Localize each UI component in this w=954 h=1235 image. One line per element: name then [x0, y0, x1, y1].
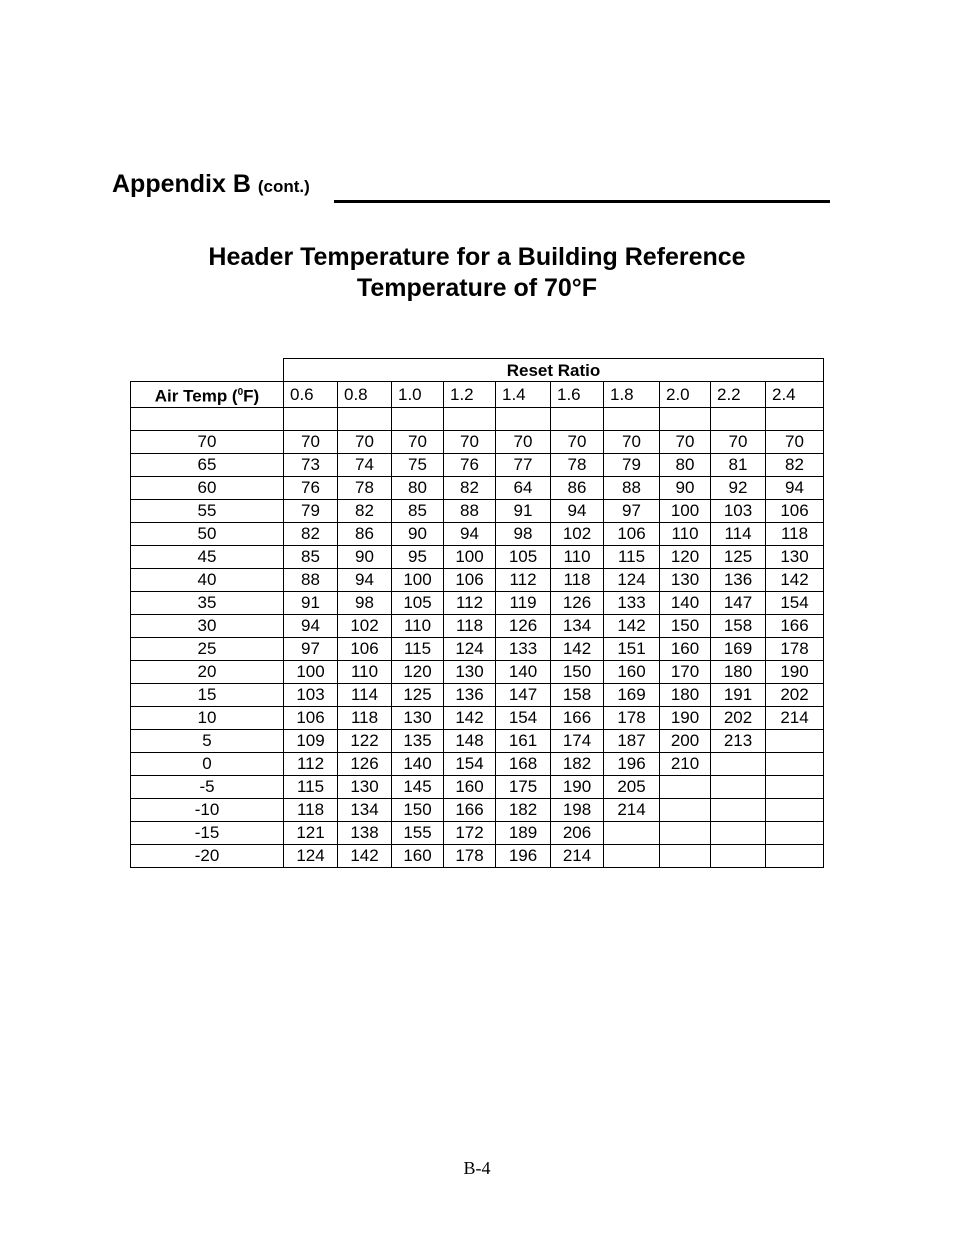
header-temp-cell: 110: [392, 614, 444, 637]
header-temp-cell: [711, 775, 766, 798]
header-temp-cell: 145: [392, 775, 444, 798]
header-temp-cell: 142: [338, 844, 392, 867]
header-temp-cell: 78: [338, 476, 392, 499]
header-temp-cell: 79: [284, 499, 338, 522]
table-row: [131, 683, 824, 706]
table-row: [131, 752, 824, 775]
header-temp-cell: 70: [284, 430, 338, 453]
header-temp-cell: 70: [766, 430, 824, 453]
header-temp-cell: 97: [284, 637, 338, 660]
group-header-row: [131, 359, 824, 382]
air-temp-cell: 50: [131, 522, 284, 545]
header-temp-cell: [660, 844, 711, 867]
air-temp-cell: 45: [131, 545, 284, 568]
header-temp-cell: 161: [496, 729, 551, 752]
spacer-cell: [444, 407, 496, 430]
header-temp-cell: 205: [604, 775, 660, 798]
header-temp-cell: [604, 844, 660, 867]
header-temp-cell: 124: [604, 568, 660, 591]
ratio-column-header: 0.6: [284, 382, 338, 408]
header-temp-cell: 118: [338, 706, 392, 729]
header-temp-cell: [660, 821, 711, 844]
header-temp-cell: 213: [711, 729, 766, 752]
header-temp-cell: [766, 798, 824, 821]
header-temp-cell: 166: [766, 614, 824, 637]
header-temp-cell: 112: [496, 568, 551, 591]
header-temp-cell: 125: [392, 683, 444, 706]
spacer-cell: [766, 407, 824, 430]
header-temp-cell: 140: [660, 591, 711, 614]
header-temp-cell: 106: [604, 522, 660, 545]
header-temp-cell: 150: [551, 660, 604, 683]
header-temp-cell: 91: [284, 591, 338, 614]
header-temp-cell: 105: [392, 591, 444, 614]
header-temp-cell: 126: [551, 591, 604, 614]
header-temp-cell: [660, 798, 711, 821]
air-temp-cell: 0: [131, 752, 284, 775]
air-temp-cell: 15: [131, 683, 284, 706]
header-temp-cell: 154: [496, 706, 551, 729]
header-temp-cell: [766, 821, 824, 844]
spacer-cell: [711, 407, 766, 430]
header-temp-cell: 121: [284, 821, 338, 844]
header-temp-cell: 70: [392, 430, 444, 453]
header-temp-cell: 103: [711, 499, 766, 522]
header-temp-cell: 94: [338, 568, 392, 591]
air-temp-header-degree: 0: [237, 387, 244, 398]
header-temp-cell: 214: [551, 844, 604, 867]
header-temp-cell: 160: [604, 660, 660, 683]
header-temp-cell: 130: [338, 775, 392, 798]
header-temp-cell: 130: [444, 660, 496, 683]
header-temp-cell: 140: [496, 660, 551, 683]
table-row: [131, 430, 824, 453]
header-temp-cell: 142: [444, 706, 496, 729]
header-temp-cell: 118: [284, 798, 338, 821]
header-temp-cell: 94: [284, 614, 338, 637]
page-title: [0, 242, 954, 304]
header-temp-cell: 64: [496, 476, 551, 499]
header-temp-cell: 115: [604, 545, 660, 568]
header-temp-cell: 124: [444, 637, 496, 660]
header-temp-cell: 70: [338, 430, 392, 453]
header-temp-cell: 168: [496, 752, 551, 775]
air-temp-cell: 55: [131, 499, 284, 522]
header-temp-cell: 85: [392, 499, 444, 522]
header-temp-cell: [766, 775, 824, 798]
header-temp-cell: 102: [338, 614, 392, 637]
air-temp-cell: -5: [131, 775, 284, 798]
header-temp-cell: 122: [338, 729, 392, 752]
header-temp-cell: 150: [660, 614, 711, 637]
table-row: [131, 545, 824, 568]
ratio-column-header: 1.0: [392, 382, 444, 408]
header-temp-cell: 202: [766, 683, 824, 706]
header-temp-cell: 158: [551, 683, 604, 706]
header-temp-cell: [711, 821, 766, 844]
header-temp-cell: 134: [551, 614, 604, 637]
header-temp-cell: 124: [284, 844, 338, 867]
header-temp-cell: 110: [338, 660, 392, 683]
header-temp-cell: [766, 844, 824, 867]
air-temp-cell: 70: [131, 430, 284, 453]
header-temp-cell: 100: [444, 545, 496, 568]
header-temp-cell: 106: [284, 706, 338, 729]
header-temp-cell: 133: [496, 637, 551, 660]
header-temp-cell: 206: [551, 821, 604, 844]
air-temp-header: [131, 382, 284, 408]
header-temp-cell: 125: [711, 545, 766, 568]
header-temp-cell: 140: [392, 752, 444, 775]
header-temp-cell: 76: [284, 476, 338, 499]
header-temp-cell: 169: [711, 637, 766, 660]
table-row: [131, 591, 824, 614]
table-row: [131, 453, 824, 476]
header-temp-cell: 214: [604, 798, 660, 821]
header-temp-cell: 198: [551, 798, 604, 821]
header-temp-cell: 142: [551, 637, 604, 660]
air-temp-cell: 60: [131, 476, 284, 499]
spacer-cell: [660, 407, 711, 430]
spacer-row: [131, 407, 824, 430]
header-temp-cell: 169: [604, 683, 660, 706]
header-temp-cell: 148: [444, 729, 496, 752]
ratio-column-header: 2.2: [711, 382, 766, 408]
header-temp-cell: [766, 729, 824, 752]
header-temp-cell: 70: [551, 430, 604, 453]
header-temp-cell: 182: [551, 752, 604, 775]
header-temp-cell: 142: [604, 614, 660, 637]
header-temp-cell: 106: [766, 499, 824, 522]
header-temp-cell: 189: [496, 821, 551, 844]
header-temp-cell: 115: [284, 775, 338, 798]
header-temp-cell: 135: [392, 729, 444, 752]
header-temp-cell: 106: [338, 637, 392, 660]
header-temp-cell: 90: [660, 476, 711, 499]
table-body: [131, 359, 824, 868]
header-temp-cell: 77: [496, 453, 551, 476]
header-temp-cell: 120: [660, 545, 711, 568]
header-temp-cell: 138: [338, 821, 392, 844]
header-temp-cell: 78: [551, 453, 604, 476]
header-temp-cell: 100: [660, 499, 711, 522]
air-temp-header-label: Air Temp (: [154, 386, 238, 406]
header-temp-cell: 90: [392, 522, 444, 545]
header-temperature-table: [130, 358, 824, 868]
ratio-column-header: 1.8: [604, 382, 660, 408]
ratio-column-header: 1.4: [496, 382, 551, 408]
air-temp-cell: 10: [131, 706, 284, 729]
page-title-line-2: Temperature of 70°F: [356, 274, 598, 302]
header-temp-cell: 82: [766, 453, 824, 476]
air-temp-cell: 20: [131, 660, 284, 683]
air-temp-cell: 5: [131, 729, 284, 752]
header-temp-cell: 102: [551, 522, 604, 545]
header-temp-cell: 75: [392, 453, 444, 476]
table-row: [131, 660, 824, 683]
header-temp-cell: 190: [766, 660, 824, 683]
header-temp-cell: 103: [284, 683, 338, 706]
header-temp-cell: [711, 752, 766, 775]
header-temp-cell: 100: [284, 660, 338, 683]
appendix-cont-label: (cont.): [257, 177, 310, 196]
ratio-column-header: 0.8: [338, 382, 392, 408]
header-temp-cell: 70: [444, 430, 496, 453]
header-temp-cell: 114: [711, 522, 766, 545]
header-temp-cell: 133: [604, 591, 660, 614]
header-temp-cell: 178: [766, 637, 824, 660]
header-temp-cell: 92: [711, 476, 766, 499]
header-temp-cell: 154: [766, 591, 824, 614]
header-temp-cell: 80: [392, 476, 444, 499]
air-temp-cell: -10: [131, 798, 284, 821]
header-temp-cell: 130: [766, 545, 824, 568]
header-temp-cell: 136: [444, 683, 496, 706]
header-temp-cell: 82: [444, 476, 496, 499]
header-temp-cell: 147: [496, 683, 551, 706]
spacer-cell: [284, 407, 338, 430]
header-temp-cell: 202: [711, 706, 766, 729]
header-temp-cell: [711, 798, 766, 821]
header-temp-cell: 160: [444, 775, 496, 798]
header-temp-cell: 174: [551, 729, 604, 752]
header-temp-cell: 94: [766, 476, 824, 499]
header-temp-cell: 178: [444, 844, 496, 867]
spacer-cell: [496, 407, 551, 430]
air-temp-cell: 30: [131, 614, 284, 637]
header-temp-cell: 98: [496, 522, 551, 545]
header-temp-cell: 118: [551, 568, 604, 591]
page-number: B-4: [463, 1158, 491, 1178]
air-temp-cell: 40: [131, 568, 284, 591]
header-temp-cell: 110: [551, 545, 604, 568]
header-temp-cell: [711, 844, 766, 867]
group-header-spacer: [131, 359, 284, 382]
spacer-cell: [338, 407, 392, 430]
header-temp-cell: 182: [496, 798, 551, 821]
header-temp-cell: 85: [284, 545, 338, 568]
appendix-heading: [112, 170, 310, 199]
header-temp-cell: 79: [604, 453, 660, 476]
header-temp-cell: 166: [444, 798, 496, 821]
header-temp-cell: 170: [660, 660, 711, 683]
spacer-cell: [604, 407, 660, 430]
header-temp-cell: 178: [604, 706, 660, 729]
header-temp-cell: 70: [711, 430, 766, 453]
header-temp-cell: 190: [660, 706, 711, 729]
header-temp-cell: 126: [496, 614, 551, 637]
header-temp-cell: 88: [284, 568, 338, 591]
table-row: [131, 798, 824, 821]
header-temp-cell: 160: [660, 637, 711, 660]
header-temp-cell: 155: [392, 821, 444, 844]
air-temp-cell: 25: [131, 637, 284, 660]
header-temp-cell: 115: [392, 637, 444, 660]
header-temp-cell: 196: [496, 844, 551, 867]
header-temp-cell: 130: [392, 706, 444, 729]
header-temp-cell: 196: [604, 752, 660, 775]
table-row: [131, 706, 824, 729]
air-temp-cell: -20: [131, 844, 284, 867]
header-temp-cell: 136: [711, 568, 766, 591]
header-temp-cell: 70: [604, 430, 660, 453]
table-row: [131, 499, 824, 522]
header-temp-cell: 105: [496, 545, 551, 568]
ratio-column-header: 1.6: [551, 382, 604, 408]
header-temp-cell: 120: [392, 660, 444, 683]
spacer-cell: [131, 407, 284, 430]
header-temp-cell: 142: [766, 568, 824, 591]
header-temp-cell: 90: [338, 545, 392, 568]
table-row: [131, 729, 824, 752]
reset-ratio-header: Reset Ratio: [284, 359, 824, 382]
header-temp-cell: 70: [660, 430, 711, 453]
header-temp-cell: 150: [392, 798, 444, 821]
header-temp-cell: 126: [338, 752, 392, 775]
spacer-cell: [392, 407, 444, 430]
header-temp-cell: 114: [338, 683, 392, 706]
header-temp-cell: 97: [604, 499, 660, 522]
header-temp-cell: 119: [496, 591, 551, 614]
header-temp-cell: 112: [284, 752, 338, 775]
header-temp-cell: 94: [444, 522, 496, 545]
header-temp-cell: 82: [284, 522, 338, 545]
header-temp-cell: 110: [660, 522, 711, 545]
appendix-title: Appendix B: [112, 170, 251, 198]
spacer-cell: [551, 407, 604, 430]
header-temp-cell: 106: [444, 568, 496, 591]
header-temp-cell: 190: [551, 775, 604, 798]
header-temp-cell: 94: [551, 499, 604, 522]
header-temp-cell: 95: [392, 545, 444, 568]
header-temp-cell: 86: [338, 522, 392, 545]
heading-underline-rule: [334, 200, 830, 203]
header-temp-cell: 74: [338, 453, 392, 476]
header-temp-cell: 180: [660, 683, 711, 706]
header-temp-cell: [766, 752, 824, 775]
header-temp-cell: 82: [338, 499, 392, 522]
header-temp-cell: 151: [604, 637, 660, 660]
page-title-line-1: Header Temperature for a Building Reference: [208, 243, 746, 271]
header-temp-cell: 200: [660, 729, 711, 752]
air-temp-header-unit: F): [243, 386, 260, 406]
header-temp-cell: 175: [496, 775, 551, 798]
header-temp-cell: 86: [551, 476, 604, 499]
header-temp-cell: 70: [496, 430, 551, 453]
header-temp-cell: 160: [392, 844, 444, 867]
table-row: [131, 568, 824, 591]
ratio-column-header: 2.4: [766, 382, 824, 408]
header-temp-cell: 98: [338, 591, 392, 614]
header-temp-cell: 214: [766, 706, 824, 729]
ratio-column-header: 2.0: [660, 382, 711, 408]
header-temp-cell: 172: [444, 821, 496, 844]
header-temp-cell: 91: [496, 499, 551, 522]
header-temp-cell: 88: [444, 499, 496, 522]
header-temp-cell: 76: [444, 453, 496, 476]
table-row: [131, 821, 824, 844]
table-row: [131, 775, 824, 798]
header-temp-cell: 73: [284, 453, 338, 476]
table-row: [131, 637, 824, 660]
header-temp-cell: 134: [338, 798, 392, 821]
table-row: [131, 522, 824, 545]
header-temp-cell: 166: [551, 706, 604, 729]
header-temp-cell: 147: [711, 591, 766, 614]
table-row: [131, 844, 824, 867]
header-temp-cell: 88: [604, 476, 660, 499]
ratio-column-header: 1.2: [444, 382, 496, 408]
table-row: [131, 614, 824, 637]
header-temp-cell: 180: [711, 660, 766, 683]
air-temp-cell: 35: [131, 591, 284, 614]
air-temp-cell: 65: [131, 453, 284, 476]
header-temp-cell: 80: [660, 453, 711, 476]
header-temp-cell: [604, 821, 660, 844]
column-header-row: [131, 382, 824, 408]
table-row: [131, 476, 824, 499]
air-temp-cell: -15: [131, 821, 284, 844]
header-temp-cell: 118: [766, 522, 824, 545]
header-temp-cell: 112: [444, 591, 496, 614]
header-temp-cell: 210: [660, 752, 711, 775]
header-temp-cell: 81: [711, 453, 766, 476]
header-temp-cell: 154: [444, 752, 496, 775]
header-temp-cell: 130: [660, 568, 711, 591]
header-temp-cell: 100: [392, 568, 444, 591]
header-temp-cell: 109: [284, 729, 338, 752]
header-temp-cell: 158: [711, 614, 766, 637]
header-temp-cell: 191: [711, 683, 766, 706]
header-temp-cell: 118: [444, 614, 496, 637]
header-temp-cell: [660, 775, 711, 798]
header-temp-cell: 187: [604, 729, 660, 752]
